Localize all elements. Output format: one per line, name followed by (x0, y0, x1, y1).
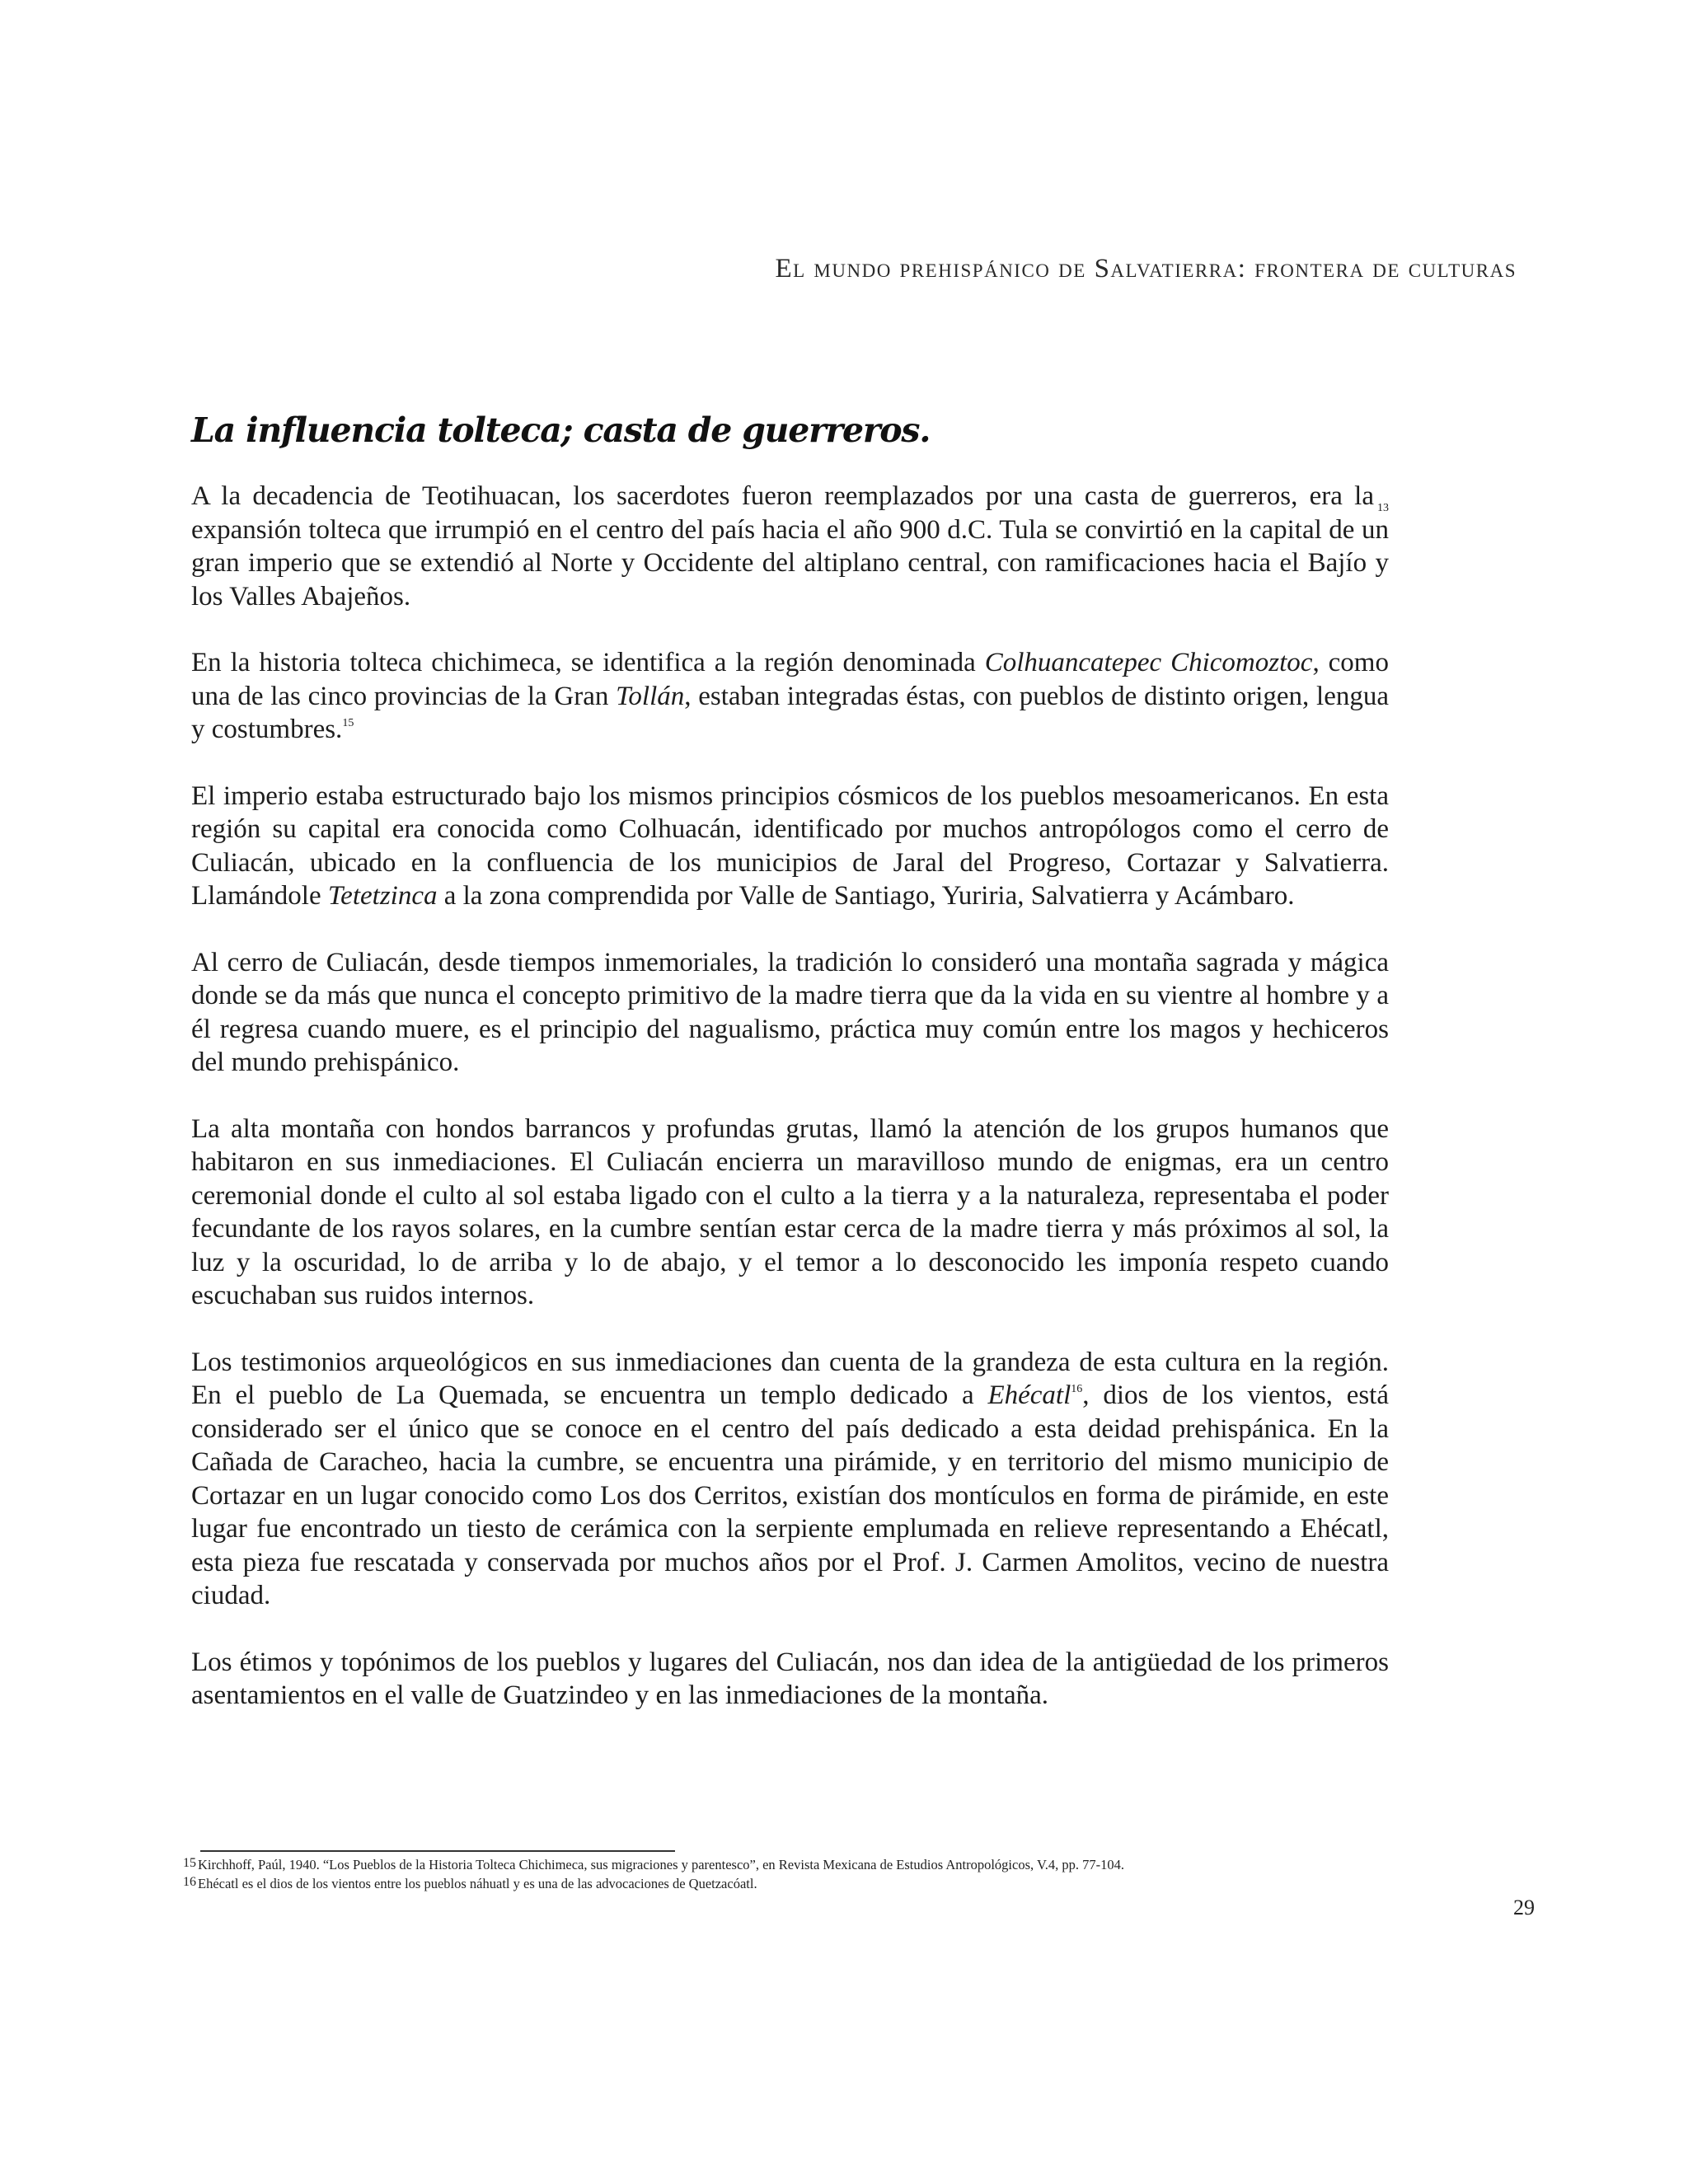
paragraph-6-text-b: , dios de los vientos, está considerado ser el único que se conoce en el centro del país dedicado a esta deidad prehispánica. En la Cañada de Caracheo, hacia la cumbre, se encuentra una pirámide, y en territorio del mismo municipio de Cortazar en un lugar conocido como Los dos Cerritos, existían dos montículos en forma de pirámide, en este lugar fue encontrado un tiesto de cerámica con la serpiente emplumada en relieve representando a Ehécatl, esta pieza fue rescatada y conservada por muchos años por el Prof. J. Carmen Amolitos, vecino de nuestra ciudad. (191, 1380, 1389, 1610)
paragraph-2-text-a: En la historia tolteca chichimeca, se identifica a la región denominada (191, 648, 985, 677)
footnote-number: 16 (183, 1875, 196, 1889)
footnote-ref-16: 16 (1071, 1383, 1083, 1395)
footnotes (183, 1854, 1535, 1892)
term-tollan: Tollán (616, 681, 685, 711)
running-head: El mundo prehispánico de Salvatierra: frontera de culturas (775, 254, 1517, 284)
footnote-text: Kirchhoff, Paúl, 1940. “Los Pueblos de la Historia Tolteca Chichimeca, sus migraciones y parentesco”, en Revista Mexicana de Estudios Antropológicos, V.4, pp. 77-104. (198, 1857, 1124, 1872)
term-colhuancatepec: Colhuancatepec Chicomoztoc (984, 648, 1313, 677)
page-number: 29 (1513, 1896, 1535, 1919)
paragraph-5: La alta montaña con hondos barrancos y profundas grutas, llamó la atención de los grupos humanos que habitaron en sus inmediaciones. El Culiacán encierra un maravilloso mundo de enigmas, era un centro ceremonial donde el culto al sol estaba ligado con el culto a la tierra y a la naturaleza, representaba el poder fecundante de los rayos solares, en la cumbre sentían estar cerca de la madre tierra y más próximos al sol, la luz y la oscuridad, lo de arriba y lo de abajo, y el temor a lo desconocido les imponía respeto cuando escuchaban sus ruidos internos. (191, 1113, 1389, 1310)
paragraph-6 (191, 1346, 1389, 1613)
paragraph-3 (191, 780, 1389, 913)
paragraph-3-text-b: a la zona comprendida por Valle de Santiago, Yuriria, Salvatierra y Acámbaro. (437, 881, 1295, 911)
main-content (191, 410, 1389, 1746)
term-tetetzinca: Tetetzinca (327, 881, 438, 911)
footnote-ref-13: 13 (1377, 502, 1389, 514)
term-ehecatl: Ehécatl (987, 1380, 1071, 1410)
paragraph-2 (191, 646, 1389, 747)
footnote-text: Ehécatl es el dios de los vientos entre los pueblos náhuatl y es una de las advocaciones de Quetzacóatl. (198, 1876, 757, 1891)
paragraph-7: Los étimos y topónimos de los pueblos y lugares del Culiacán, nos dan idea de la antigüedad de los primeros asentamientos en el valle de Guatzindeo y en las inmediaciones de la montaña. (191, 1647, 1389, 1710)
section-title: La influencia tolteca; casta de guerreros. (191, 410, 931, 450)
paragraph-3-text-a: El imperio estaba estructurado bajo los mismos principios cósmicos de los pueblos mesoamericanos. En esta región su capital era conocida como Colhuacán, identificado por muchos antropólogos como el cerro de Culiacán, ubicado en la confluencia de los municipios de Jaral del Progreso, Cortazar y Salvatierra. Llamándole (191, 780, 1389, 911)
paragraph-4: Al cerro de Culiacán, desde tiempos inmemoriales, la tradición lo consideró una montaña sagrada y mágica donde se da más que nunca el concepto primitivo de la madre tierra que da la vida en su vientre al hombre y a él regresa cuando muere, es el principio del nagualismo, práctica muy común entre los magos y hechiceros del mundo prehispánico. (191, 947, 1389, 1077)
paragraph-1-text-b: expansión tolteca que irrumpió en el centro del país hacia el año 900 d.C. Tula se convirtió en la capital de un gran imperio que se extendió al Norte y Occidente del altiplano central, con ramificaciones hacia el Bajío y los Valles Abajeños. (191, 514, 1389, 612)
footnote-ref-15: 15 (342, 717, 354, 729)
paragraph-2-text-c: , estaban integradas éstas, con pueblos de distinto origen, lengua y costumbres. (191, 681, 1389, 744)
footnote-15 (183, 1854, 1535, 1873)
paragraph-1 (191, 480, 1389, 613)
paragraph-1-text-a: A la decadencia de Teotihuacan, los sacerdotes fueron reemplazados por una casta de guerreros, era la (191, 481, 1374, 511)
footnote-divider (200, 1850, 675, 1852)
footnote-number: 15 (183, 1856, 196, 1870)
paragraph-6-text-a: Los testimonios arqueológicos en sus inmediaciones dan cuenta de la grandeza de esta cultura en la región. En el pueblo de La Quemada, se encuentra un templo dedicado a (191, 1347, 1389, 1410)
footnote-16 (183, 1873, 1535, 1892)
paragraph-2-text-b: , como una de las cinco provincias de la Gran (191, 648, 1389, 711)
